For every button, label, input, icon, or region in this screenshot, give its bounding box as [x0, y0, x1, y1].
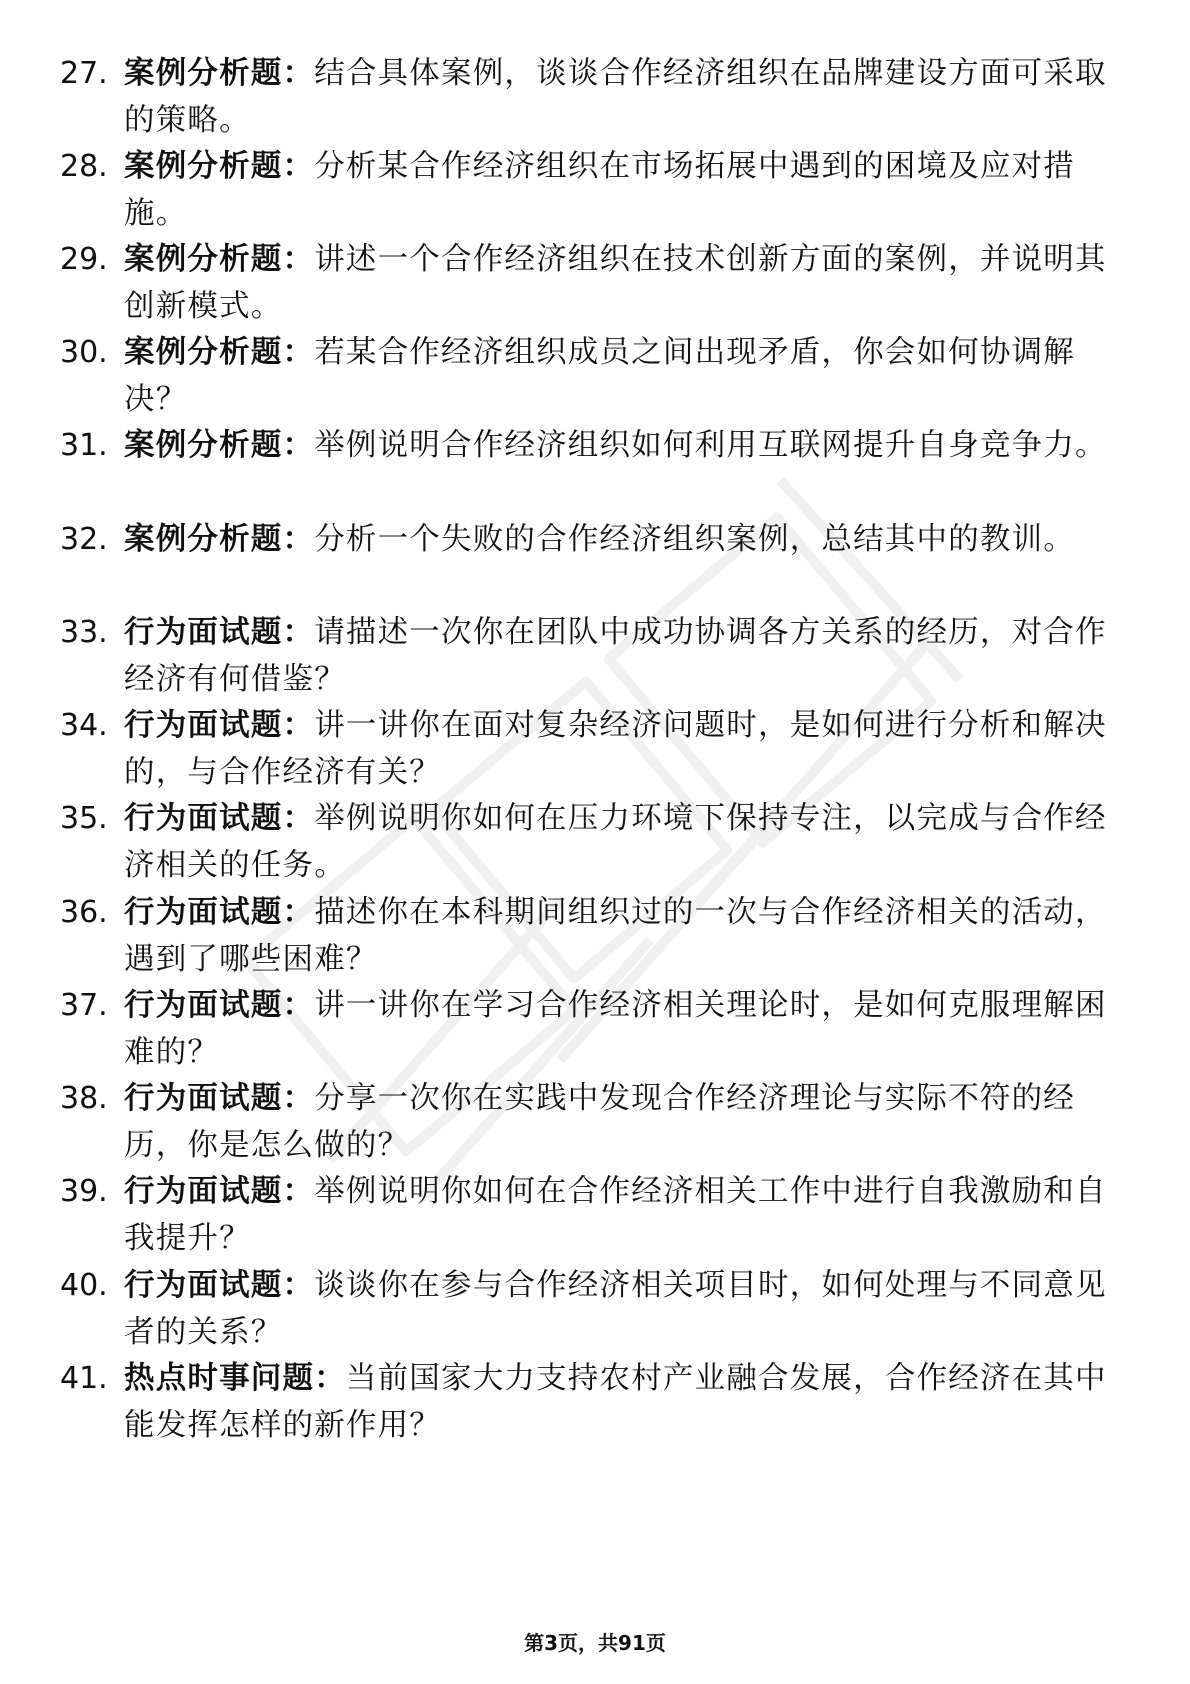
question-body [124, 143, 1124, 237]
question-body [124, 609, 1124, 703]
question-number: 28. [60, 149, 108, 184]
question-number: 32. [60, 522, 108, 557]
question-text: 举例说明你如何在压力环境下保持专注，以完成与合作经济相关的任务。 [124, 801, 1107, 883]
question-body [124, 889, 1124, 983]
question-text: 分析某合作经济组织在市场拓展中遇到的困境及应对措施。 [124, 149, 1076, 231]
question-body [124, 702, 1124, 796]
question-type: 行为面试题： [124, 1081, 315, 1116]
question-type: 案例分析题： [124, 335, 315, 370]
question-number: 41. [60, 1361, 108, 1396]
question-number: 37. [60, 988, 108, 1023]
question-text: 讲一讲你在学习合作经济相关理论时，是如何克服理解困难的？ [124, 988, 1107, 1070]
question-body [124, 1262, 1124, 1356]
question-text: 当前国家大力支持农村产业融合发展，合作经济在其中能发挥怎样的新作用？ [124, 1361, 1107, 1443]
question-text: 分享一次你在实践中发现合作经济理论与实际不符的经历，你是怎么做的？ [124, 1081, 1076, 1163]
question-body [124, 422, 1124, 469]
question-body [124, 1168, 1124, 1262]
question-number: 36. [60, 895, 108, 930]
question-text: 谈谈你在参与合作经济相关项目时，如何处理与不同意见者的关系？ [124, 1268, 1107, 1350]
question-text: 分析一个失败的合作经济组织案例，总结其中的教训。 [314, 522, 1076, 557]
page-number: 第3页，共91页 [524, 1631, 666, 1655]
question-type: 案例分析题： [124, 149, 315, 184]
question-text: 举例说明你如何在合作经济相关工作中进行自我激励和自我提升？ [124, 1174, 1107, 1256]
question-type: 行为面试题： [124, 708, 315, 743]
question-body [124, 1075, 1124, 1169]
question-number: 39. [60, 1174, 108, 1209]
question-body [124, 329, 1124, 423]
question-text: 讲述一个合作经济组织在技术创新方面的案例，并说明其创新模式。 [124, 242, 1107, 324]
question-text: 若某合作经济组织成员之间出现矛盾，你会如何协调解决？ [124, 335, 1076, 417]
question-text: 讲一讲你在面对复杂经济问题时，是如何进行分析和解决的，与合作经济有关？ [124, 708, 1107, 790]
question-type: 案例分析题： [124, 242, 315, 277]
question-type: 行为面试题： [124, 801, 315, 836]
question-type: 案例分析题： [124, 428, 315, 463]
question-type: 热点时事问题： [124, 1361, 346, 1396]
question-text: 结合具体案例，谈谈合作经济组织在品牌建设方面可采取的策略。 [124, 56, 1107, 138]
question-text: 描述你在本科期间组织过的一次与合作经济相关的活动，遇到了哪些困难？ [124, 895, 1107, 977]
question-body [124, 516, 1124, 563]
question-type: 行为面试题： [124, 988, 315, 1023]
question-type: 行为面试题： [124, 895, 315, 930]
question-type: 行为面试题： [124, 615, 315, 650]
question-body [124, 50, 1124, 144]
question-text: 举例说明合作经济组织如何利用互联网提升自身竞争力。 [314, 428, 1107, 463]
question-body [124, 1355, 1124, 1449]
question-number: 31. [60, 428, 108, 463]
question-type: 案例分析题： [124, 522, 315, 557]
question-text: 请描述一次你在团队中成功协调各方关系的经历，对合作经济有何借鉴？ [124, 615, 1107, 697]
question-body [124, 795, 1124, 889]
question-number: 38. [60, 1081, 108, 1116]
question-number: 33. [60, 615, 108, 650]
question-body [124, 236, 1124, 330]
question-type: 行为面试题： [124, 1174, 315, 1209]
question-number: 27. [60, 56, 108, 91]
question-type: 行为面试题： [124, 1268, 315, 1303]
question-number: 30. [60, 335, 108, 370]
question-body [124, 982, 1124, 1076]
question-number: 40. [60, 1268, 108, 1303]
question-type: 案例分析题： [124, 56, 315, 91]
question-number: 35. [60, 801, 108, 836]
question-number: 34. [60, 708, 108, 743]
question-number: 29. [60, 242, 108, 277]
